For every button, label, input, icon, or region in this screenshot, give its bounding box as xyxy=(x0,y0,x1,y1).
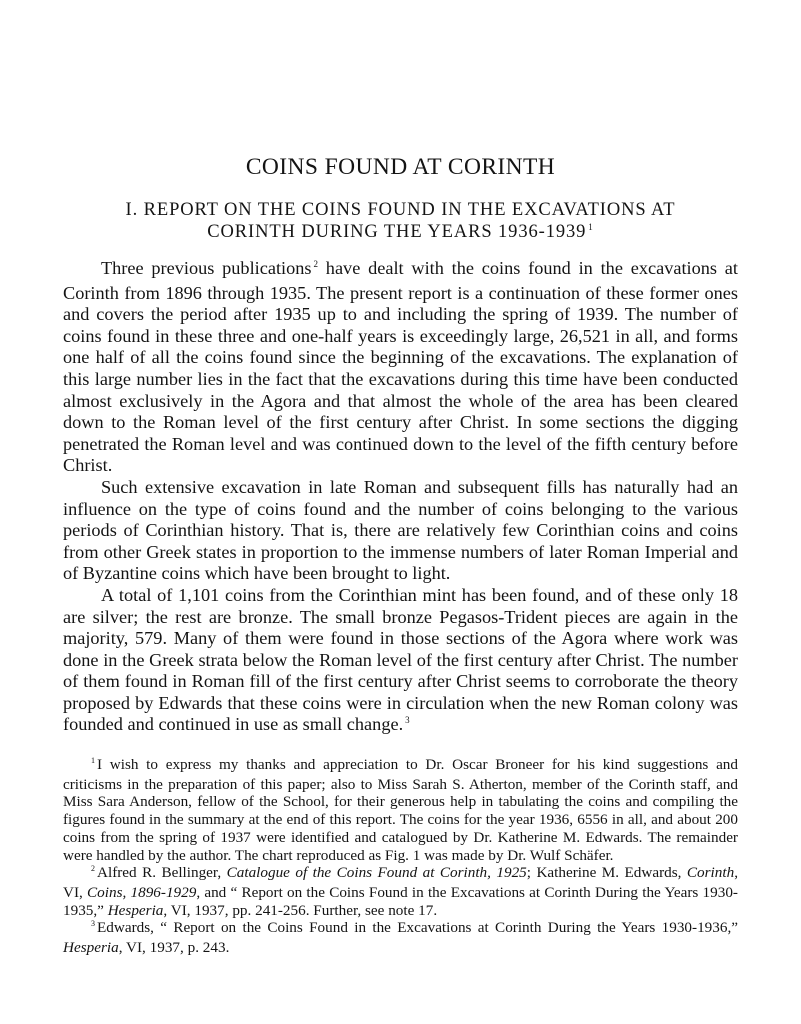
footnote-2-text-c: , VI, xyxy=(63,864,738,901)
footnote-2-text-a: Alfred R. Bellinger, xyxy=(97,864,227,882)
footnotes xyxy=(63,756,738,957)
footnote-2-number: 2 xyxy=(91,864,95,874)
section-heading-line-2 xyxy=(63,221,738,245)
article-title: COINS FOUND AT CORINTH xyxy=(245,154,556,180)
footnote-3 xyxy=(63,919,738,956)
paragraph-1-text-a: Three previous publications xyxy=(101,258,312,278)
footnote-ref-3[interactable]: 3 xyxy=(405,715,410,726)
footnote-2 xyxy=(63,864,738,919)
footnote-3-text-a: Edwards, “ Report on the Coins Found in the Excavations at Corinth During the Years 1930-1936,” xyxy=(97,919,738,937)
body-text xyxy=(63,258,738,739)
footnote-3-title-hesperia: Hesperia xyxy=(63,939,119,957)
footnote-2-title-hesperia: Hesperia xyxy=(107,901,164,919)
footnote-3-text-b: , VI, 1937, p. 243. xyxy=(118,939,230,957)
paragraph-3 xyxy=(63,585,738,739)
footnote-2-title-catalogue: Catalogue of the Coins Found at Corinth, 1925 xyxy=(226,864,527,882)
paragraph-2: Such extensive excavation in late Roman and subsequent fills has naturally had an influence on the type of coins found and the number of coins belonging to the various periods of Corinthian history. That is, there are relatively few Corinthian coins and coins from other Greek states in proportion to the immense numbers of later Roman Imperial and of Byzantine coins which have been brought to light. xyxy=(63,476,738,584)
footnote-1-text: I wish to express my thanks and appreciation to Dr. Oscar Broneer for his kind suggestions and criticisms in the preparation of this paper; also to Miss Sarah S. Atherton, member of the Corinth staff, and Miss Sara Anderson, fellow of the School, for their generous help in tabulating the coins and compiling the figures found in the summary at the end of this report. The coins for the year 1936, 6556 in all, and about 200 coins from the spring of 1937 were identified and catalogued by Dr. Katherine M. Edwards. The remainder were handled by the author. The chart reproduced as Fig. 1 was made by Dr. Wulf Schäfer. xyxy=(63,756,738,864)
footnote-2-title-corinth: Corinth xyxy=(686,864,735,882)
footnote-3-number: 3 xyxy=(91,919,95,929)
section-heading xyxy=(63,199,738,245)
footnote-1-number: 1 xyxy=(91,756,95,765)
paragraph-1 xyxy=(63,258,738,477)
footnote-2-title-coins: Coins, 1896-1929 xyxy=(87,883,197,901)
footnote-2-text-e: , VI, 1937, pp. 241-256. Further, see note 17. xyxy=(163,901,438,919)
footnote-ref-1[interactable]: 1 xyxy=(588,222,594,232)
footnote-2-text-b: ; Katherine M. Edwards, xyxy=(526,864,687,882)
paragraph-3-text: A total of 1,101 coins from the Corinthian mint has been found, and of these only 18 are silver; the rest are bronze. The small bronze Pegasos-Trident pieces are again in the majority, 579. Many of them were found in those sections of the Agora where work was done in the Greek strata below the Roman level of the first century after Christ. The number of them found in Roman fill of the first century after Christ seems to corroborate the theory proposed by Edwards that these coins were in circulation when the new Roman colony was founded and continued in use as small change. xyxy=(63,584,738,735)
footnote-ref-2[interactable]: 2 xyxy=(313,259,319,269)
paragraph-1-text-b: have dealt with the coins found in the excavations at Corinth from 1896 through 1935. The present report is a continuation of these former ones and covers the period after 1935 up to and including the spring of 1939. The number of coins found in these three and one-half years is exceedingly large, 26,521 in all, and forms one half of all the coins found since the beginning of the excavations. The explanation of this large number lies in the fact that the excavations during this time have been conducted almost exclusively in the Agora and that almost the whole of the area has been cleared down to the Roman level of the first century after Christ. In some sections the digging penetrated the Roman level and was continued down to the level of the fifth century before Christ. xyxy=(63,258,738,476)
footnote-1 xyxy=(63,756,738,864)
footnote-2-text-d: , and “ Report on the Coins Found in the Excavations at Corinth During the Years 1930-1935,” xyxy=(63,883,738,919)
section-heading-line-1: I. REPORT ON THE COINS FOUND IN THE EXCAVATIONS AT xyxy=(125,200,676,220)
section-heading-line-2-text: CORINTH DURING THE YEARS 1936-1939 xyxy=(207,222,587,242)
